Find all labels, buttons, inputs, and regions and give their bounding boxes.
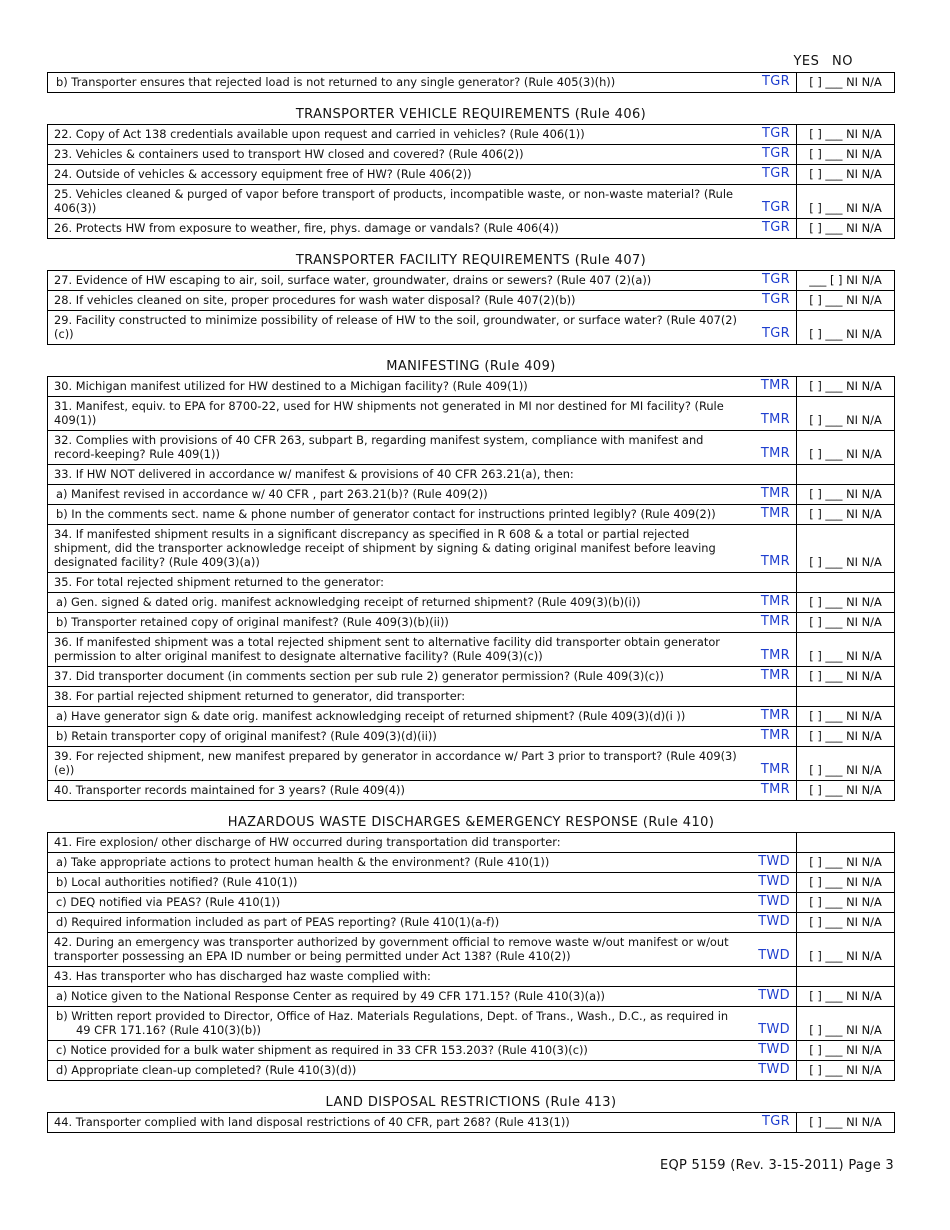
violation-code: TMR [760, 708, 790, 723]
violation-code: TGR [762, 200, 790, 215]
answer-cell[interactable]: [ ] ___ NI N/A [797, 933, 895, 967]
violation-code: TMR [760, 486, 790, 501]
checklist-row [48, 633, 895, 667]
checklist-table [47, 124, 895, 239]
checklist-row [48, 781, 895, 801]
answer-cell[interactable]: [ ] ___ NI N/A [797, 431, 895, 465]
question-text: d) Appropriate clean-up completed? (Rule 410(3)(d)) [56, 1063, 357, 1077]
answer-cell[interactable]: [ ] ___ NI N/A [797, 853, 895, 873]
question-text: a) Manifest revised in accordance w/ 40 CFR , part 263.21(b)? (Rule 409(2)) [56, 487, 488, 501]
question-cell [48, 505, 797, 525]
checklist-row [48, 505, 895, 525]
checklist-row [48, 1113, 895, 1133]
checklist-row [48, 485, 895, 505]
question-text: b) In the comments sect. name & phone number of generator contact for instructions printed legibly? (Rule 409(2)) [56, 507, 716, 521]
checklist-table [47, 1112, 895, 1133]
answer-cell[interactable]: [ ] ___ NI N/A [797, 727, 895, 747]
question-cell [48, 727, 797, 747]
checklist-row [48, 465, 895, 485]
question-cell [48, 219, 797, 239]
question-cell [48, 377, 797, 397]
checklist-row [48, 431, 895, 465]
question-text: a) Take appropriate actions to protect human health & the environment? (Rule 410(1)) [56, 855, 550, 869]
answer-cell[interactable]: [ ] ___ NI N/A [797, 291, 895, 311]
violation-code: TWD [758, 914, 790, 929]
answer-cell[interactable]: [ ] ___ NI N/A [797, 633, 895, 667]
question-text: b) Transporter retained copy of original manifest? (Rule 409(3)(b)(ii)) [56, 615, 449, 629]
violation-code: TWD [758, 854, 790, 869]
question-cell [48, 165, 797, 185]
answer-cell[interactable]: [ ] ___ NI N/A [797, 377, 895, 397]
question-text: c) DEQ notified via PEAS? (Rule 410(1)) [56, 895, 281, 909]
checklist-row [48, 185, 895, 219]
answer-cell[interactable]: [ ] ___ NI N/A [797, 593, 895, 613]
question-text: 44. Transporter complied with land disposal restrictions of 40 CFR, part 268? (Rule 413(1)) [54, 1115, 570, 1129]
question-cell [48, 573, 797, 593]
question-cell [48, 1041, 797, 1061]
violation-code: TMR [760, 668, 790, 683]
section-title: TRANSPORTER FACILITY REQUIREMENTS (Rule 407) [295, 253, 647, 268]
question-cell [48, 1113, 797, 1133]
violation-code: TWD [758, 874, 790, 889]
question-cell [48, 311, 797, 345]
answer-cell[interactable]: [ ] ___ NI N/A [797, 165, 895, 185]
answer-cell[interactable]: [ ] ___ NI N/A [797, 781, 895, 801]
question-cell [48, 747, 797, 781]
question-text: d) Required information included as part of PEAS reporting? (Rule 410(1)(a-f)) [56, 915, 500, 929]
answer-cell[interactable]: [ ] ___ NI N/A [797, 893, 895, 913]
violation-code: TMR [760, 378, 790, 393]
question-text: b) Retain transporter copy of original manifest? (Rule 409(3)(d)(ii)) [56, 729, 437, 743]
checklist-row [48, 967, 895, 987]
question-text: 26. Protects HW from exposure to weather, fire, phys. damage or vandals? (Rule 406(4)) [54, 221, 559, 235]
question-cell [48, 667, 797, 687]
question-cell [48, 781, 797, 801]
question-text: 43. Has transporter who has discharged haz waste complied with: [54, 969, 431, 983]
violation-code: TWD [758, 948, 790, 963]
question-cell [48, 397, 797, 431]
violation-code: TWD [758, 1022, 790, 1037]
section-title: HAZARDOUS WASTE DISCHARGES &EMERGENCY RESPONSE (Rule 410) [227, 815, 715, 830]
checklist-sections [47, 72, 895, 1133]
violation-code: TMR [760, 762, 790, 777]
checklist-row [48, 1041, 895, 1061]
violation-code: TMR [760, 648, 790, 663]
checklist-table [47, 376, 895, 801]
question-text: b) Written report provided to Director, Office of Haz. Materials Regulations, Dept. of Trans., Wash., D.C., as required in 49 CFR 171.16? (Rule 410(3)(b)) [56, 1009, 729, 1037]
answer-cell[interactable] [797, 573, 895, 593]
checklist-row [48, 727, 895, 747]
question-text: b) Transporter ensures that rejected load is not returned to any single generator? (Rule 405(3)(h)) [56, 75, 616, 89]
answer-cell[interactable]: [ ] ___ NI N/A [797, 987, 895, 1007]
violation-code: TMR [760, 554, 790, 569]
violation-code: TMR [760, 594, 790, 609]
answer-cell[interactable] [797, 687, 895, 707]
question-cell [48, 933, 797, 967]
page-footer: EQP 5159 (Rev. 3-15-2011) Page 3 [659, 1158, 894, 1173]
question-cell [48, 271, 797, 291]
question-text: 29. Facility constructed to minimize possibility of release of HW to the soil, groundwater, or surface water? (Rule 407(2)(c)) [54, 313, 737, 341]
checklist-row [48, 291, 895, 311]
answer-cell[interactable]: [ ] ___ NI N/A [797, 185, 895, 219]
answer-cell[interactable]: [ ] ___ NI N/A [797, 125, 895, 145]
section-title: MANIFESTING (Rule 409) [386, 359, 556, 374]
question-cell [48, 125, 797, 145]
question-text: 37. Did transporter document (in comments section per sub rule 2) generator permission? (Rule 409(3)(c)) [54, 669, 664, 683]
answer-cell[interactable] [797, 833, 895, 853]
question-cell [48, 833, 797, 853]
question-cell [48, 967, 797, 987]
checklist-row [48, 613, 895, 633]
question-text: 22. Copy of Act 138 credentials available upon request and carried in vehicles? (Rule 406(1)) [54, 127, 585, 141]
checklist-table [47, 832, 895, 1081]
checklist-row [48, 145, 895, 165]
question-text: 38. For partial rejected shipment returned to generator, did transporter: [54, 689, 466, 703]
question-text: c) Notice provided for a bulk water shipment as required in 33 CFR 153.203? (Rule 410(3)(c)) [56, 1043, 588, 1057]
question-cell [48, 525, 797, 573]
checklist-table [47, 72, 895, 93]
question-text: 34. If manifested shipment results in a significant discrepancy as specified in R 608 & a total or partial rejected shipment, did the transporter acknowledge receipt of shipment by signing & dating original manifest before leaving designated facility? (Rule 409(3)(a)) [54, 527, 716, 569]
answer-cell[interactable]: [ ] ___ NI N/A [797, 667, 895, 687]
checklist-row [48, 1061, 895, 1081]
question-text: 23. Vehicles & containers used to transport HW closed and covered? (Rule 406(2)) [54, 147, 524, 161]
violation-code: TGR [762, 146, 790, 161]
answer-cell[interactable]: [ ] ___ NI N/A [797, 525, 895, 573]
checklist-row [48, 1007, 895, 1041]
answer-cell[interactable]: ___ [ ] NI N/A [797, 271, 895, 291]
question-text: 31. Manifest, equiv. to EPA for 8700-22, used for HW shipments not generated in MI nor destined for MI facility? (Rule 409(1)) [54, 399, 724, 427]
violation-code: TMR [760, 446, 790, 461]
violation-code: TWD [758, 1042, 790, 1057]
checklist-table [47, 270, 895, 345]
answer-cell[interactable]: [ ] ___ NI N/A [797, 485, 895, 505]
checklist-row [48, 125, 895, 145]
checklist-row [48, 667, 895, 687]
question-cell [48, 873, 797, 893]
question-cell [48, 687, 797, 707]
question-text: 39. For rejected shipment, new manifest prepared by generator in accordance w/ Part 3 prior to transport? (Rule 409(3)(e)) [54, 749, 737, 777]
violation-code: TMR [760, 412, 790, 427]
question-text: 35. For total rejected shipment returned to the generator: [54, 575, 384, 589]
checklist-row [48, 311, 895, 345]
question-cell [48, 987, 797, 1007]
answer-cell[interactable]: [ ] ___ NI N/A [797, 219, 895, 239]
question-cell [48, 913, 797, 933]
checklist-row [48, 833, 895, 853]
answer-cell[interactable]: [ ] ___ NI N/A [797, 1041, 895, 1061]
question-text: 41. Fire explosion/ other discharge of HW occurred during transportation did transporter: [54, 835, 561, 849]
violation-code: TMR [760, 728, 790, 743]
checklist-row [48, 219, 895, 239]
yes-no-header [785, 54, 853, 69]
checklist-row [48, 987, 895, 1007]
violation-code: TWD [758, 988, 790, 1003]
answer-cell[interactable]: [ ] ___ NI N/A [797, 505, 895, 525]
answer-cell[interactable]: [ ] ___ NI N/A [797, 397, 895, 431]
answer-cell[interactable]: [ ] ___ NI N/A [797, 1007, 895, 1041]
section-title: LAND DISPOSAL RESTRICTIONS (Rule 413) [325, 1095, 617, 1110]
answer-cell[interactable] [797, 465, 895, 485]
violation-code: TGR [762, 220, 790, 235]
question-cell [48, 73, 797, 93]
question-cell [48, 853, 797, 873]
question-text: 40. Transporter records maintained for 3 years? (Rule 409(4)) [54, 783, 405, 797]
question-text: 32. Complies with provisions of 40 CFR 263, subpart B, regarding manifest system, compliance with manifest and record-keeping? Rule 409(1)) [54, 433, 704, 461]
question-cell [48, 633, 797, 667]
section-title: TRANSPORTER VEHICLE REQUIREMENTS (Rule 406) [295, 107, 647, 122]
question-text: 24. Outside of vehicles & accessory equipment free of HW? (Rule 406(2)) [54, 167, 472, 181]
checklist-row [48, 687, 895, 707]
question-text: a) Have generator sign & date orig. manifest acknowledging receipt of returned shipment? (Rule 409(3)(d)(i )) [56, 709, 686, 723]
checklist-row [48, 853, 895, 873]
question-text: 33. If HW NOT delivered in accordance w/ manifest & provisions of 40 CFR 263.21(a), then: [54, 467, 574, 481]
question-text: 25. Vehicles cleaned & purged of vapor before transport of products, incompatible waste, or non-waste material? (Rule 406(3)) [54, 187, 734, 215]
checklist-row [48, 933, 895, 967]
violation-code: TMR [760, 782, 790, 797]
checklist-row [48, 525, 895, 573]
question-cell [48, 893, 797, 913]
question-cell [48, 185, 797, 219]
question-text: b) Local authorities notified? (Rule 410(1)) [56, 875, 298, 889]
question-cell [48, 1061, 797, 1081]
checklist-row [48, 747, 895, 781]
question-cell [48, 431, 797, 465]
violation-code: TMR [760, 506, 790, 521]
no-label: NO [832, 54, 853, 69]
violation-code: TMR [760, 614, 790, 629]
violation-code: TGR [762, 292, 790, 307]
answer-cell[interactable]: [ ] ___ NI N/A [797, 1061, 895, 1081]
question-text: 28. If vehicles cleaned on site, proper procedures for wash water disposal? (Rule 407(2)(b)) [54, 293, 576, 307]
question-text: 36. If manifested shipment was a total rejected shipment sent to alternative facility did transporter obtain generator permission to alter original manifest to designate alternative facility? (Rule 409(3)(c)) [54, 635, 720, 663]
violation-code: TGR [762, 166, 790, 181]
violation-code: TGR [762, 74, 790, 89]
question-cell [48, 1007, 797, 1041]
checklist-row [48, 271, 895, 291]
answer-cell[interactable]: [ ] ___ NI N/A [797, 747, 895, 781]
answer-cell[interactable]: [ ] ___ NI N/A [797, 1113, 895, 1133]
question-text: 42. During an emergency was transporter authorized by government official to remove waste w/out manifest or w/out transporter possessing an EPA ID number or being permitted under Act 138? (Rule 410(2)) [54, 935, 729, 963]
checklist-row [48, 573, 895, 593]
answer-cell[interactable]: [ ] ___ NI N/A [797, 73, 895, 93]
question-cell [48, 593, 797, 613]
checklist-row [48, 873, 895, 893]
answer-cell[interactable]: [ ] ___ NI N/A [797, 873, 895, 893]
checklist-row [48, 707, 895, 727]
checklist-row [48, 377, 895, 397]
violation-code: TGR [762, 326, 790, 341]
answer-cell[interactable]: [ ] ___ NI N/A [797, 707, 895, 727]
question-cell [48, 291, 797, 311]
checklist-row [48, 593, 895, 613]
violation-code: TGR [762, 272, 790, 287]
violation-code: TGR [762, 1114, 790, 1129]
checklist-row [48, 893, 895, 913]
answer-cell[interactable]: [ ] ___ NI N/A [797, 145, 895, 165]
violation-code: TWD [758, 1062, 790, 1077]
answer-cell[interactable]: [ ] ___ NI N/A [797, 913, 895, 933]
question-cell [48, 465, 797, 485]
question-cell [48, 145, 797, 165]
violation-code: TWD [758, 894, 790, 909]
checklist-row [48, 913, 895, 933]
question-text: a) Notice given to the National Response Center as required by 49 CFR 171.15? (Rule 410(3)(a)) [56, 989, 605, 1003]
answer-cell[interactable]: [ ] ___ NI N/A [797, 613, 895, 633]
question-text: 27. Evidence of HW escaping to air, soil, surface water, groundwater, drains or sewers? (Rule 407 (2)(a)) [54, 273, 652, 287]
checklist-row [48, 73, 895, 93]
checklist-row [48, 165, 895, 185]
question-text: a) Gen. signed & dated orig. manifest acknowledging receipt of returned shipment? (Rule 409(3)(b)(i)) [56, 595, 641, 609]
question-text: 30. Michigan manifest utilized for HW destined to a Michigan facility? (Rule 409(1)) [54, 379, 528, 393]
question-cell [48, 613, 797, 633]
answer-cell[interactable]: [ ] ___ NI N/A [797, 311, 895, 345]
yes-label: YES [793, 54, 820, 69]
question-cell [48, 485, 797, 505]
question-cell [48, 707, 797, 727]
violation-code: TGR [762, 126, 790, 141]
answer-cell[interactable] [797, 967, 895, 987]
checklist-row [48, 397, 895, 431]
